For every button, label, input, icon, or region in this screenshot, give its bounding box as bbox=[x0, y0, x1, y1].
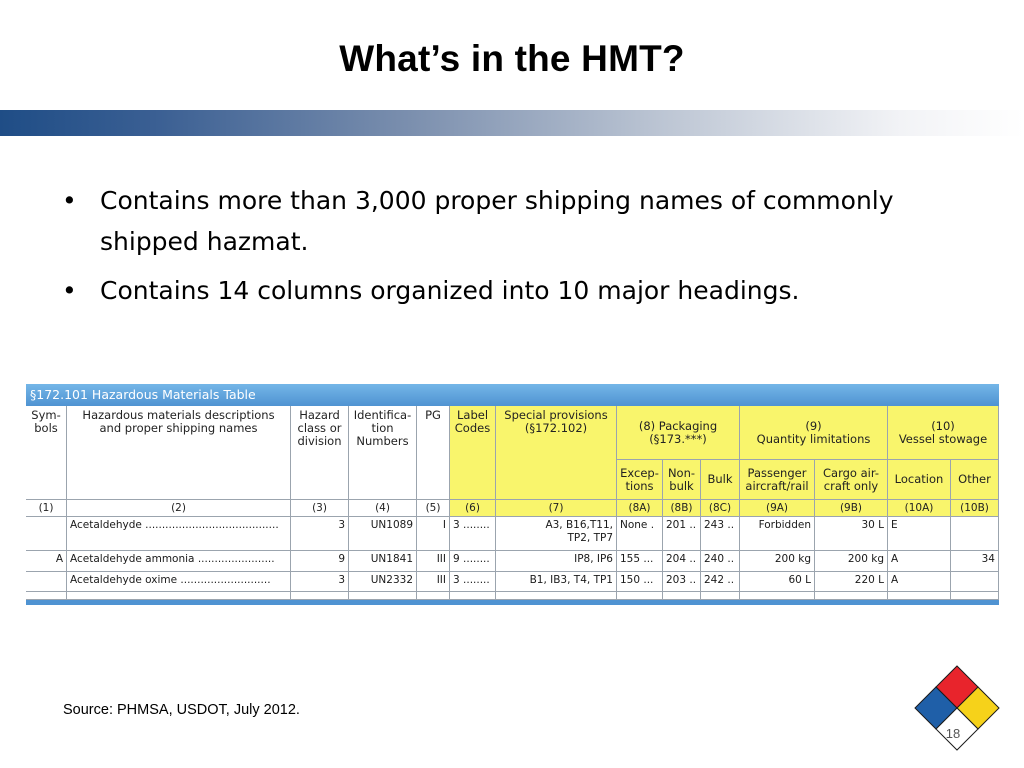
table-cell-symbol bbox=[26, 572, 67, 592]
table-row-filler bbox=[291, 592, 349, 600]
header-packaging: (8) Packaging (§173.***) bbox=[617, 406, 740, 460]
bullet-text: Contains more than 3,000 proper shipping names of commonly shipped hazmat. bbox=[100, 186, 894, 256]
bullet-text: Contains 14 columns organized into 10 major headings. bbox=[100, 276, 800, 305]
table-cell-other bbox=[951, 517, 999, 551]
table-cell-passenger: Forbidden bbox=[740, 517, 815, 551]
hmt-table-grid bbox=[26, 406, 999, 600]
table-cell-pg: III bbox=[417, 572, 450, 592]
column-number: (5) bbox=[417, 500, 450, 517]
column-number: (1) bbox=[26, 500, 67, 517]
table-cell-symbol bbox=[26, 517, 67, 551]
column-number: (2) bbox=[67, 500, 291, 517]
table-cell-non-bulk: 204 .. bbox=[663, 551, 701, 572]
table-row-filler bbox=[26, 592, 67, 600]
header-passenger: Passenger aircraft/rail bbox=[740, 460, 815, 500]
column-number: (7) bbox=[496, 500, 617, 517]
header-symbols: Sym- bols bbox=[26, 406, 67, 500]
table-row-filler bbox=[67, 592, 291, 600]
header-label-codes: Label Codes bbox=[450, 406, 496, 500]
header-cargo: Cargo air- craft only bbox=[815, 460, 888, 500]
table-row-filler bbox=[888, 592, 951, 600]
table-cell-passenger: 200 kg bbox=[740, 551, 815, 572]
header-vessel: (10) Vessel stowage bbox=[888, 406, 999, 460]
table-cell-description: Acetaldehyde ammonia ....................... bbox=[67, 551, 291, 572]
table-cell-id: UN1841 bbox=[349, 551, 417, 572]
header-non-bulk: Non- bulk bbox=[663, 460, 701, 500]
bullet-list bbox=[62, 180, 962, 319]
column-number: (8C) bbox=[701, 500, 740, 517]
table-row-filler bbox=[951, 592, 999, 600]
table-cell-bulk: 243 .. bbox=[701, 517, 740, 551]
table-cell-pg: I bbox=[417, 517, 450, 551]
table-cell-pg: III bbox=[417, 551, 450, 572]
bullet-glyph: • bbox=[62, 276, 77, 305]
table-cell-cargo: 220 L bbox=[815, 572, 888, 592]
column-number: (8B) bbox=[663, 500, 701, 517]
table-row-filler bbox=[450, 592, 496, 600]
table-cell-location: A bbox=[888, 572, 951, 592]
header-special-provisions: Special provisions (§172.102) bbox=[496, 406, 617, 500]
table-cell-label: 3 ........ bbox=[450, 572, 496, 592]
table-cell-special: IP8, IP6 bbox=[496, 551, 617, 572]
header-id-numbers: Identifica- tion Numbers bbox=[349, 406, 417, 500]
table-cell-id: UN2332 bbox=[349, 572, 417, 592]
table-row-filler bbox=[740, 592, 815, 600]
column-number: (8A) bbox=[617, 500, 663, 517]
table-row-filler bbox=[496, 592, 617, 600]
table-cell-hazard-class: 9 bbox=[291, 551, 349, 572]
bullet-item bbox=[62, 180, 962, 262]
column-number: (9B) bbox=[815, 500, 888, 517]
table-cell-symbol: A bbox=[26, 551, 67, 572]
table-cell-description: Acetaldehyde ........................................ bbox=[67, 517, 291, 551]
table-cell-cargo: 30 L bbox=[815, 517, 888, 551]
header-descriptions: Hazardous materials descriptions and proper shipping names bbox=[67, 406, 291, 500]
table-cell-exceptions: None . bbox=[617, 517, 663, 551]
table-cell-description: Acetaldehyde oxime ........................... bbox=[67, 572, 291, 592]
header-hazard-class: Hazard class or division bbox=[291, 406, 349, 500]
page-number: 18 bbox=[945, 726, 961, 741]
table-cell-passenger: 60 L bbox=[740, 572, 815, 592]
source-citation: Source: PHMSA, USDOT, July 2012. bbox=[63, 702, 300, 718]
table-cell-location: E bbox=[888, 517, 951, 551]
table-row-filler bbox=[815, 592, 888, 600]
column-number: (9A) bbox=[740, 500, 815, 517]
table-cell-non-bulk: 203 .. bbox=[663, 572, 701, 592]
header-other: Other bbox=[951, 460, 999, 500]
column-number: (6) bbox=[450, 500, 496, 517]
table-row-filler bbox=[701, 592, 740, 600]
header-exceptions: Excep- tions bbox=[617, 460, 663, 500]
hmt-table-title: §172.101 Hazardous Materials Table bbox=[26, 384, 999, 406]
column-number: (10A) bbox=[888, 500, 951, 517]
table-cell-location: A bbox=[888, 551, 951, 572]
table-cell-exceptions: 150 ... bbox=[617, 572, 663, 592]
table-cell-hazard-class: 3 bbox=[291, 572, 349, 592]
table-cell-exceptions: 155 ... bbox=[617, 551, 663, 572]
table-cell-label: 3 ........ bbox=[450, 517, 496, 551]
header-location: Location bbox=[888, 460, 951, 500]
bullet-glyph: • bbox=[62, 186, 77, 215]
table-cell-bulk: 242 .. bbox=[701, 572, 740, 592]
table-cell-other: 34 bbox=[951, 551, 999, 572]
slide-title: What’s in the HMT? bbox=[339, 38, 685, 79]
header-quantity: (9) Quantity limitations bbox=[740, 406, 888, 460]
column-number: (3) bbox=[291, 500, 349, 517]
table-row-filler bbox=[663, 592, 701, 600]
header-bulk: Bulk bbox=[701, 460, 740, 500]
hmt-table-image bbox=[26, 384, 999, 605]
table-row-filler bbox=[349, 592, 417, 600]
bullet-item bbox=[62, 270, 962, 311]
table-cell-other bbox=[951, 572, 999, 592]
table-cell-hazard-class: 3 bbox=[291, 517, 349, 551]
table-cell-special: A3, B16,T11, TP2, TP7 bbox=[496, 517, 617, 551]
hmt-table-bottom-bar bbox=[26, 600, 999, 605]
table-cell-non-bulk: 201 .. bbox=[663, 517, 701, 551]
column-number: (10B) bbox=[951, 500, 999, 517]
table-row-filler bbox=[617, 592, 663, 600]
table-cell-label: 9 ........ bbox=[450, 551, 496, 572]
header-pg: PG bbox=[417, 406, 450, 500]
table-cell-cargo: 200 kg bbox=[815, 551, 888, 572]
table-cell-bulk: 240 .. bbox=[701, 551, 740, 572]
table-cell-id: UN1089 bbox=[349, 517, 417, 551]
title-gradient-bar bbox=[0, 110, 1024, 136]
column-number: (4) bbox=[349, 500, 417, 517]
table-cell-special: B1, IB3, T4, TP1 bbox=[496, 572, 617, 592]
table-row-filler bbox=[417, 592, 450, 600]
